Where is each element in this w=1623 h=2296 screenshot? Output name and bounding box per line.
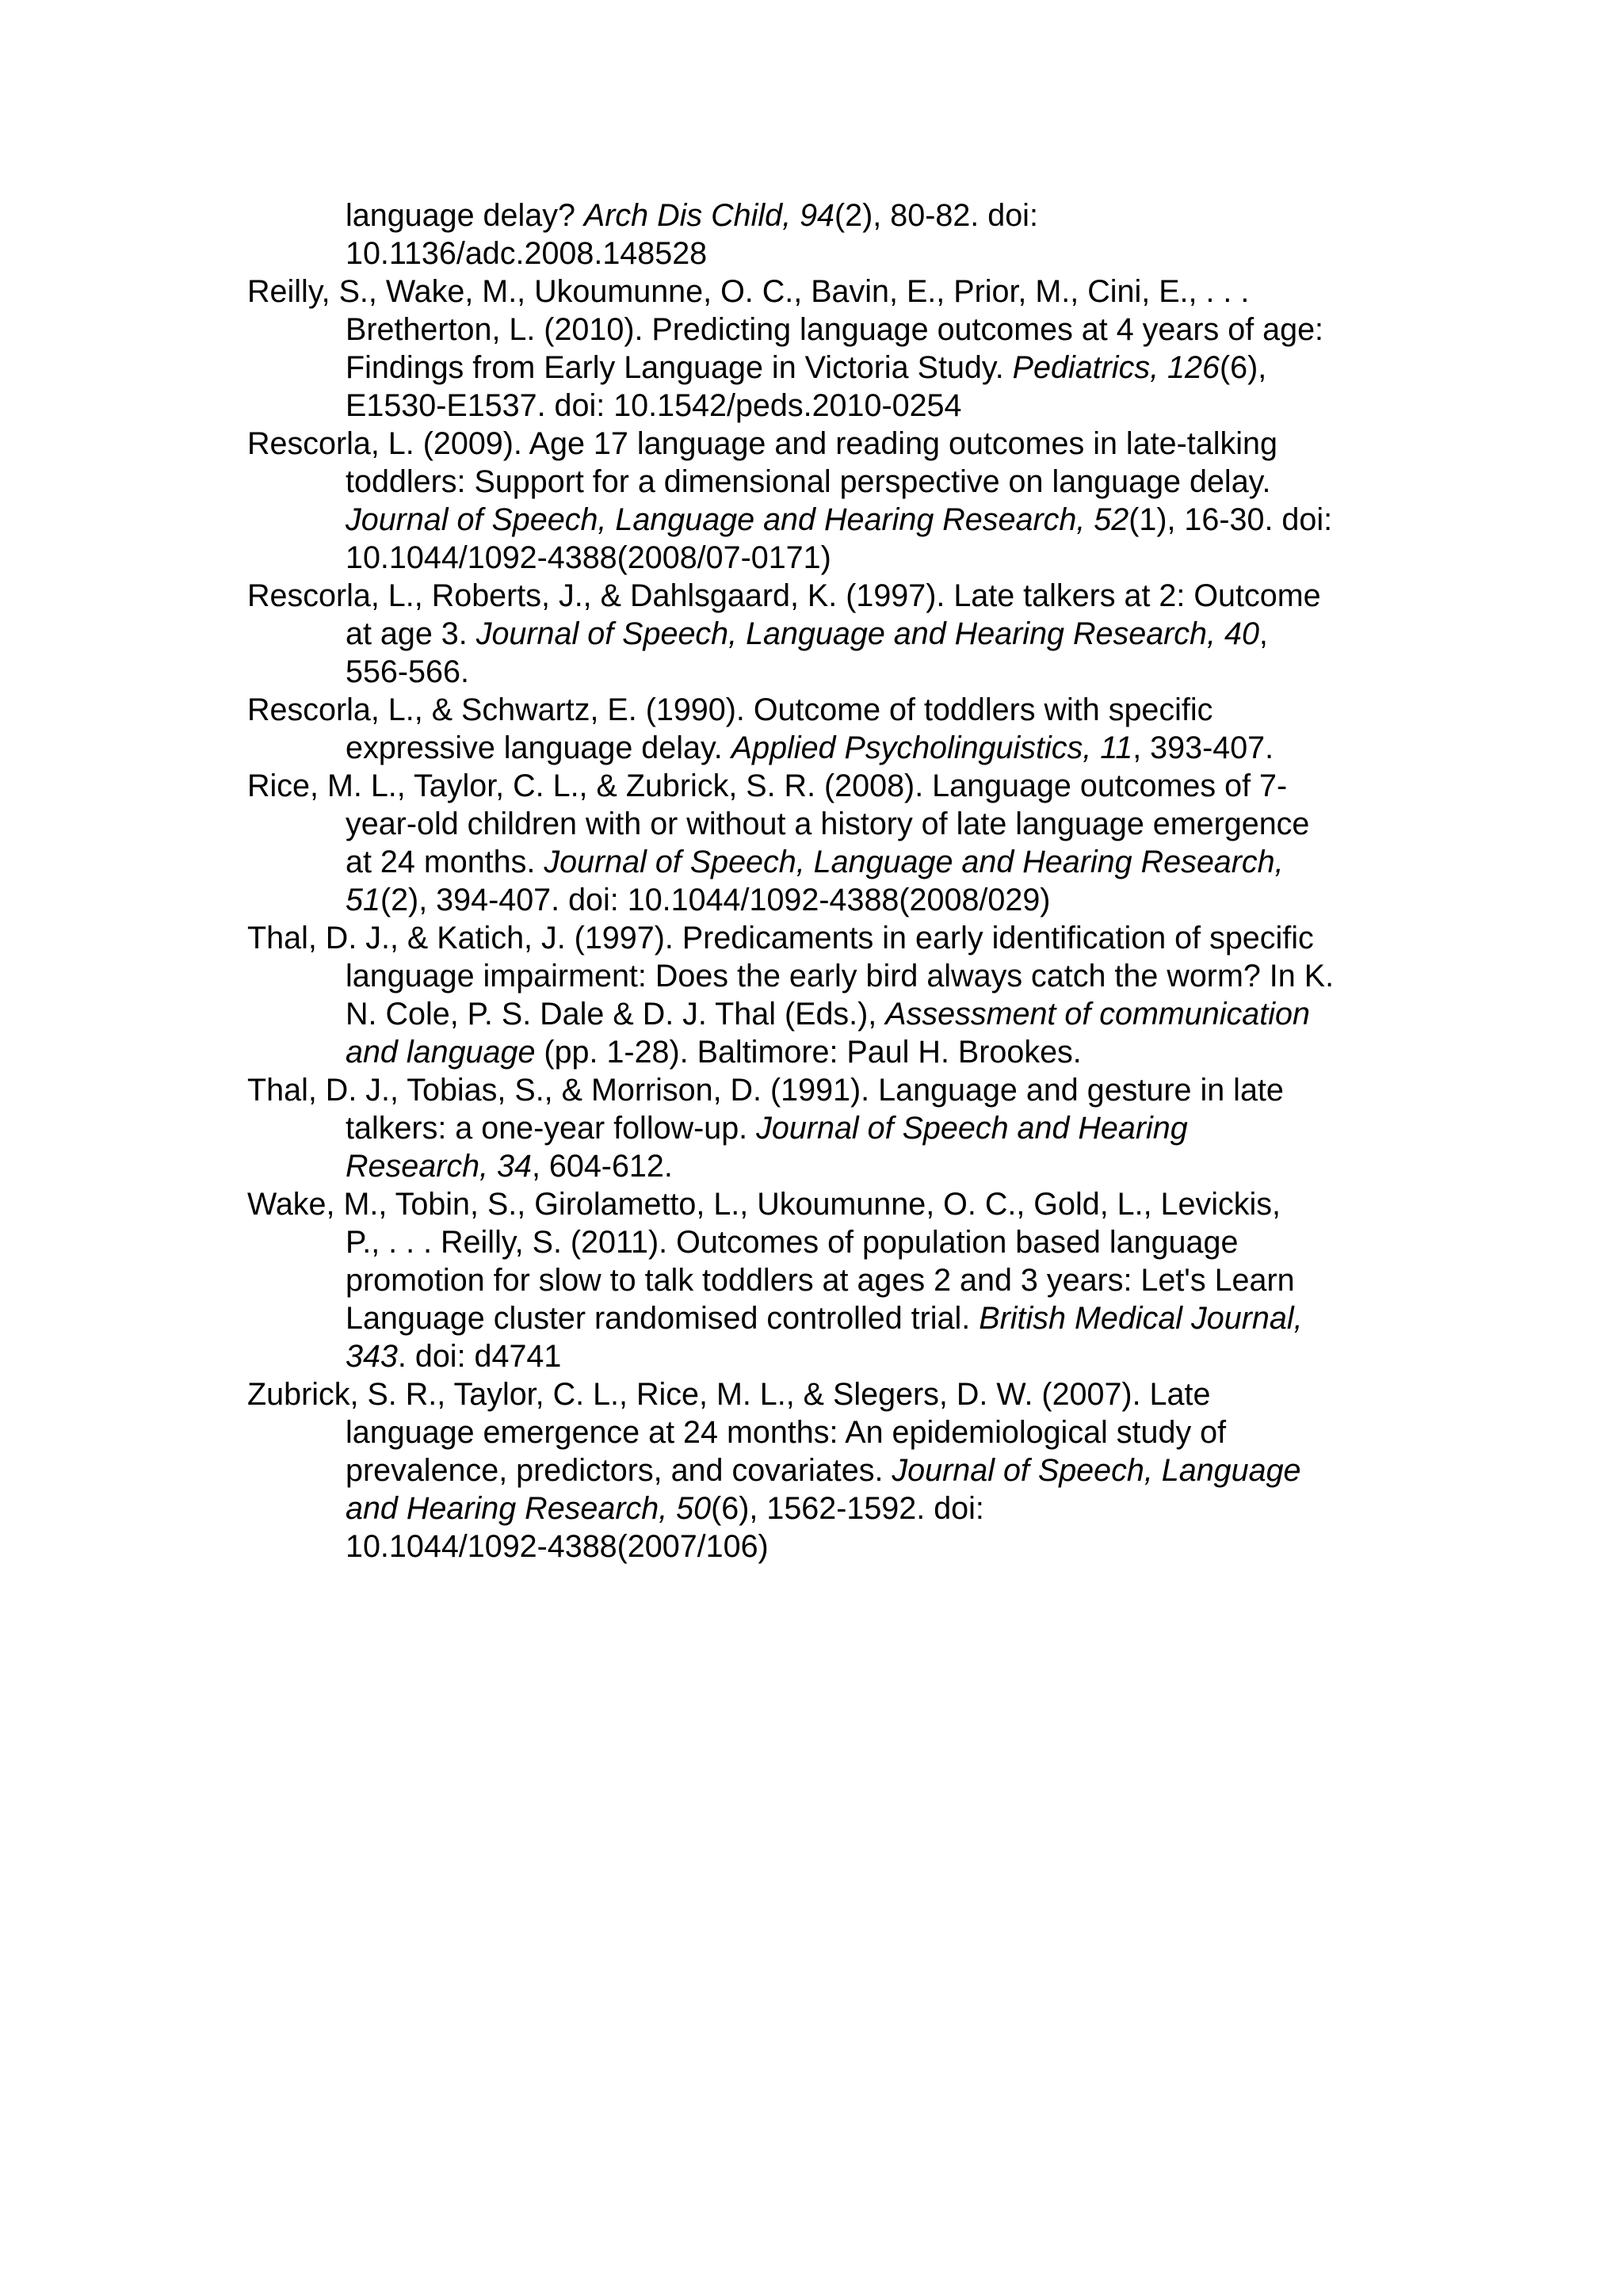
- reference-text: Rescorla, L., & Schwartz, E. (1990). Outcome of toddlers with specific: [247, 692, 1213, 727]
- reference-continuation-line: [247, 463, 1401, 501]
- reference-continuation-line: [247, 729, 1401, 767]
- reference-text: N. Cole, P. S. Dale & D. J. Thal (Eds.),: [346, 997, 886, 1032]
- reference-continuation-line: [247, 995, 1401, 1033]
- reference-text: (pp. 1-28). Baltimore: Paul H. Brookes.: [535, 1035, 1082, 1070]
- reference-italic-text: British Medical Journal,: [979, 1301, 1303, 1336]
- reference-text: (2), 394-407. doi: 10.1044/1092-4388(2008/029): [380, 883, 1051, 917]
- reference-continuation-line: [247, 1299, 1401, 1337]
- reference-text: Rice, M. L., Taylor, C. L., & Zubrick, S. R. (2008). Language outcomes of 7-: [247, 769, 1288, 803]
- reference-italic-text: Journal of Speech, Language and Hearing Research, 52: [346, 502, 1129, 537]
- reference-continuation-line: [247, 387, 1401, 425]
- reference-italic-text: Journal of Speech and Hearing: [756, 1111, 1188, 1146]
- reference-entry: [247, 919, 1401, 1071]
- reference-continuation-line: [247, 1413, 1401, 1451]
- reference-list: [247, 196, 1401, 1566]
- reference-continuation-line: [247, 1147, 1401, 1185]
- reference-italic-text: Journal of Speech, Language and Hearing Research, 40: [475, 616, 1259, 651]
- reference-text: at age 3.: [346, 616, 476, 651]
- reference-italic-text: Arch Dis Child, 94: [583, 198, 835, 233]
- reference-text: language impairment: Does the early bird always catch the worm? In K.: [346, 959, 1335, 994]
- reference-first-line: [247, 273, 1401, 311]
- reference-text: (2), 80-82. doi:: [834, 198, 1038, 233]
- reference-text: prevalence, predictors, and covariates.: [346, 1453, 892, 1488]
- reference-text: language emergence at 24 months: An epidemiological study of: [346, 1415, 1227, 1450]
- reference-text: (6),: [1219, 350, 1267, 385]
- reference-continuation-line: [247, 349, 1401, 387]
- reference-first-line: [247, 1185, 1401, 1223]
- reference-first-line: [247, 1375, 1401, 1413]
- reference-italic-text: Journal of Speech, Language: [892, 1453, 1301, 1488]
- reference-text: Thal, D. J., & Katich, J. (1997). Predicaments in early identification of specific: [247, 921, 1314, 955]
- reference-text: at 24 months.: [346, 845, 544, 879]
- reference-continuation-line: [247, 235, 1401, 273]
- reference-text: ,: [1258, 616, 1268, 651]
- reference-continuation-line: [247, 1527, 1401, 1566]
- reference-text: 10.1044/1092-4388(2007/106): [346, 1529, 769, 1564]
- reference-first-line: [247, 1071, 1401, 1109]
- reference-entry: [247, 425, 1401, 577]
- reference-continuation-line: [247, 1261, 1401, 1299]
- reference-entry: [247, 1185, 1401, 1375]
- reference-text: Zubrick, S. R., Taylor, C. L., Rice, M. L., & Slegers, D. W. (2007). Late: [247, 1377, 1211, 1412]
- reference-continuation-line: [247, 957, 1401, 995]
- reference-entry: [247, 273, 1401, 425]
- reference-text: , 393-407.: [1132, 730, 1274, 765]
- reference-first-line: [247, 767, 1401, 805]
- reference-continuation-line: [247, 1451, 1401, 1489]
- reference-continuation-line: [247, 843, 1401, 881]
- reference-text: Rescorla, L. (2009). Age 17 language and reading outcomes in late-talking: [247, 426, 1277, 461]
- reference-continuation-line: [247, 805, 1401, 843]
- reference-text: Language cluster randomised controlled trial.: [346, 1301, 980, 1336]
- reference-text: Thal, D. J., Tobias, S., & Morrison, D. (1991). Language and gesture in late: [247, 1073, 1284, 1108]
- reference-continuation-line: [247, 1109, 1401, 1147]
- reference-first-line: [247, 425, 1401, 463]
- reference-text: toddlers: Support for a dimensional perspective on language delay.: [346, 464, 1271, 499]
- reference-text: 10.1136/adc.2008.148528: [346, 236, 708, 271]
- reference-text: , 604-612.: [531, 1149, 673, 1184]
- reference-entry: [247, 1071, 1401, 1185]
- reference-entry: [247, 767, 1401, 919]
- reference-italic-text: 51: [346, 883, 380, 917]
- reference-text: promotion for slow to talk toddlers at ages 2 and 3 years: Let's Learn: [346, 1263, 1295, 1298]
- reference-first-line: [247, 919, 1401, 957]
- reference-entry: [247, 691, 1401, 767]
- reference-text: (1), 16-30. doi:: [1128, 502, 1333, 537]
- reference-continuation-line: [247, 539, 1401, 577]
- reference-first-line: [247, 691, 1401, 729]
- reference-italic-text: Journal of Speech, Language and Hearing Research,: [544, 845, 1284, 879]
- reference-text: year-old children with or without a history of late language emergence: [346, 807, 1310, 841]
- reference-text: . doi: d4741: [397, 1339, 562, 1374]
- reference-text: (6), 1562-1592. doi:: [711, 1491, 984, 1526]
- reference-italic-text: Assessment of communication: [885, 997, 1310, 1032]
- reference-text: 10.1044/1092-4388(2008/07-0171): [346, 540, 831, 575]
- reference-first-line: [247, 577, 1401, 615]
- reference-italic-text: Research, 34: [346, 1149, 532, 1184]
- reference-continuation-line: [247, 653, 1401, 691]
- reference-text: Wake, M., Tobin, S., Girolametto, L., Ukoumunne, O. C., Gold, L., Levickis,: [247, 1187, 1281, 1222]
- reference-text: E1530-E1537. doi: 10.1542/peds.2010-0254: [346, 388, 962, 423]
- reference-text: Reilly, S., Wake, M., Ukoumunne, O. C., Bavin, E., Prior, M., Cini, E., . . .: [247, 274, 1250, 309]
- reference-continuation-line: [247, 881, 1401, 919]
- reference-continuation-line: [247, 1337, 1401, 1375]
- reference-continuation-line: [247, 615, 1401, 653]
- reference-text: Rescorla, L., Roberts, J., & Dahlsgaard, K. (1997). Late talkers at 2: Outcome: [247, 578, 1321, 613]
- reference-italic-text: Applied Psycholinguistics, 11: [731, 730, 1133, 765]
- reference-text: Bretherton, L. (2010). Predicting language outcomes at 4 years of age:: [346, 312, 1324, 347]
- reference-entry: [247, 196, 1401, 273]
- reference-continuation-line: [247, 196, 1401, 235]
- reference-text: P., . . . Reilly, S. (2011). Outcomes of population based language: [346, 1225, 1239, 1260]
- reference-italic-text: Pediatrics, 126: [1012, 350, 1220, 385]
- reference-continuation-line: [247, 1033, 1401, 1071]
- reference-text: 556-566.: [346, 654, 469, 689]
- reference-continuation-line: [247, 1223, 1401, 1261]
- reference-italic-text: and language: [346, 1035, 536, 1070]
- reference-continuation-line: [247, 311, 1401, 349]
- reference-entry: [247, 577, 1401, 691]
- reference-italic-text: and Hearing Research, 50: [346, 1491, 712, 1526]
- reference-text: language delay?: [346, 198, 584, 233]
- reference-text: expressive language delay.: [346, 730, 731, 765]
- reference-continuation-line: [247, 501, 1401, 539]
- reference-continuation-line: [247, 1489, 1401, 1527]
- reference-text: talkers: a one-year follow-up.: [346, 1111, 757, 1146]
- reference-text: Findings from Early Language in Victoria Study.: [346, 350, 1013, 385]
- reference-entry: [247, 1375, 1401, 1566]
- reference-italic-text: 343: [346, 1339, 398, 1374]
